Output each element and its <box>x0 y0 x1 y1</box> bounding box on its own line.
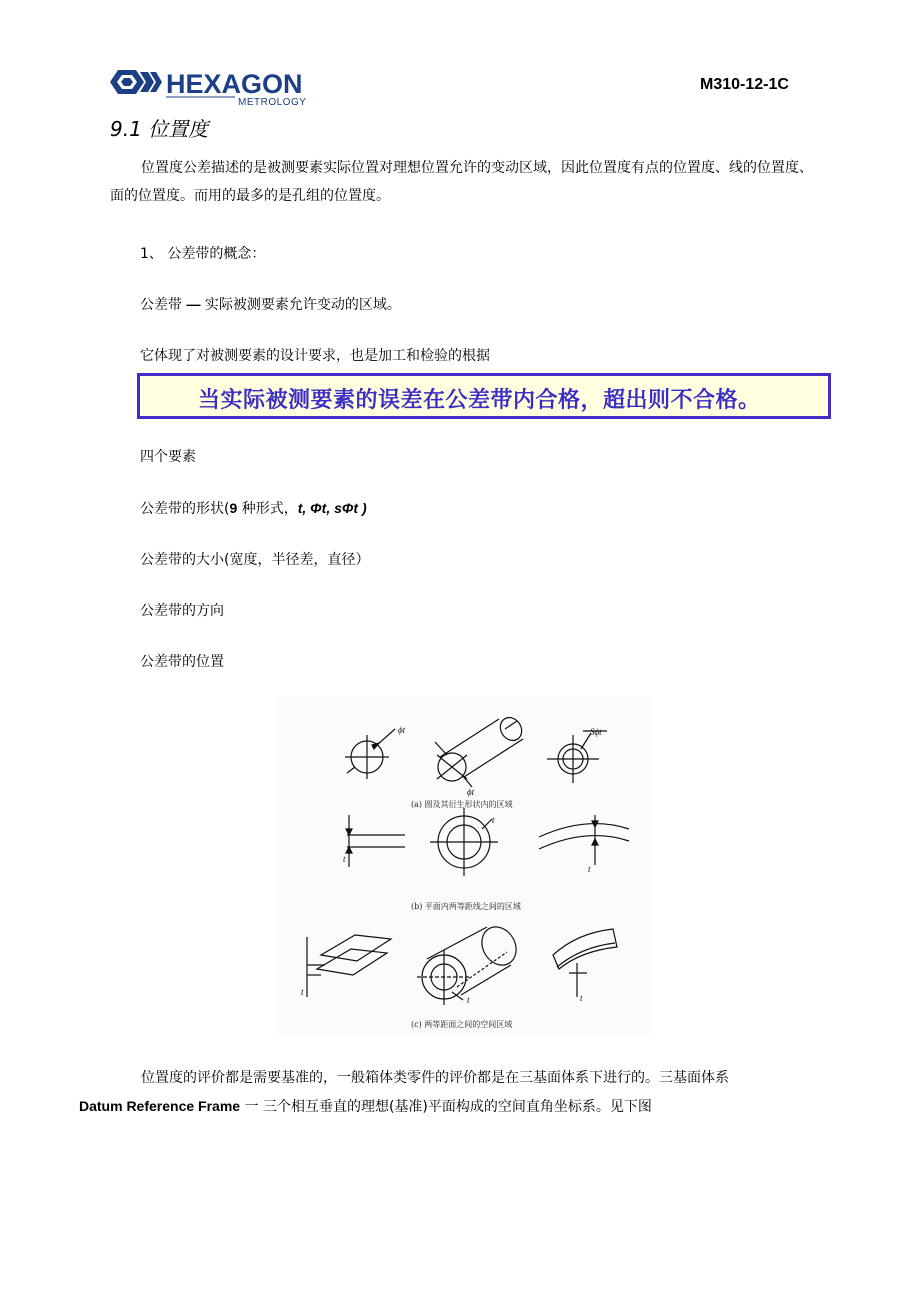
shape-prefix: 公差带的形状( <box>140 501 230 517</box>
section-title: 9.1 位置度 <box>110 117 209 141</box>
shape-mid: 种形式， <box>237 501 298 517</box>
caption-a: (a) 圆及其衍生形状内的区域 <box>411 800 513 809</box>
size-line: 公差带的大小(宽度，半径差，直径） <box>140 552 370 568</box>
shape-line <box>140 498 367 518</box>
caption-c: (c) 两等距面之间的空间区域 <box>411 1020 513 1029</box>
parallel-curves-drawing <box>539 815 629 865</box>
datum-paragraph <box>79 1064 822 1121</box>
parallel-planes-drawing <box>307 935 391 997</box>
position-line: 公差带的位置 <box>140 654 224 670</box>
circle-zone-drawing <box>345 729 395 779</box>
callout-box <box>137 373 831 419</box>
item-1-heading: 1、 公差带的概念： <box>140 246 266 262</box>
tolerance-zone-figure <box>277 697 651 1037</box>
sphere-zone-drawing <box>547 731 607 783</box>
hexagon-logo <box>110 64 330 108</box>
definition-dash: — <box>186 296 201 312</box>
shape-symbols: t, Φt, sΦt ) <box>297 500 367 516</box>
intro-paragraph: 位置度公差描述的是被测要素实际位置对理想位置允许的变动区域，因此位置度有点的位置度、线的位置度、面的位置度。而用的最多的是孔组的位置度。 <box>110 160 813 204</box>
datum-text-1: 位置度的评价都是需要基准的，一般箱体类零件的评价都是在三基面体系下进行的。三基面体系 <box>141 1070 729 1086</box>
definition-term: 公差带 <box>140 297 182 313</box>
logo-subtext: METROLOGY <box>238 97 307 108</box>
label-t-b2: t <box>492 815 495 825</box>
caption-b: (b) 平面内两等距线之间的区域 <box>411 902 521 911</box>
document-id: M310-12-1C <box>700 76 789 93</box>
curved-surfaces-drawing <box>553 929 617 997</box>
concentric-circles-drawing <box>430 808 498 876</box>
purpose-line: 它体现了对被测要素的设计要求，也是加工和检验的根据 <box>140 348 490 364</box>
logo-text: HEXAGON <box>166 69 303 99</box>
datum-text-2: 一 三个相互垂直的理想(基准)平面构成的空间直角坐标系。见下图 <box>240 1099 652 1115</box>
tolerance-zone-diagram <box>277 697 651 1037</box>
coaxial-cylinders-drawing <box>417 921 523 1005</box>
label-t-c3: t <box>580 993 583 1003</box>
label-phi-t-a1: ϕt <box>398 725 406 735</box>
definition-line <box>140 294 401 314</box>
four-elements-heading: 四个要素 <box>140 449 196 465</box>
cylinder-zone-drawing <box>435 713 526 787</box>
hexagon-logo-mark <box>110 64 330 108</box>
parallel-lines-drawing <box>346 815 405 867</box>
definition-text: 实际被测要素允许变动的区域。 <box>200 297 401 313</box>
label-t-c1: t <box>301 987 304 997</box>
label-t-b3: t <box>588 864 591 874</box>
label-phi-t-a2: ϕt <box>467 787 475 797</box>
label-t-c2: t <box>467 995 470 1005</box>
datum-english-term: Datum Reference Frame <box>79 1098 241 1114</box>
label-t-b1: t <box>343 854 346 864</box>
direction-line: 公差带的方向 <box>140 603 224 619</box>
shape-num: 9 <box>229 500 238 516</box>
callout-text: 当实际被测要素的误差在公差带内合格，超出则不合格。 <box>198 388 761 413</box>
label-s-phi-t: Sϕt <box>590 727 602 737</box>
